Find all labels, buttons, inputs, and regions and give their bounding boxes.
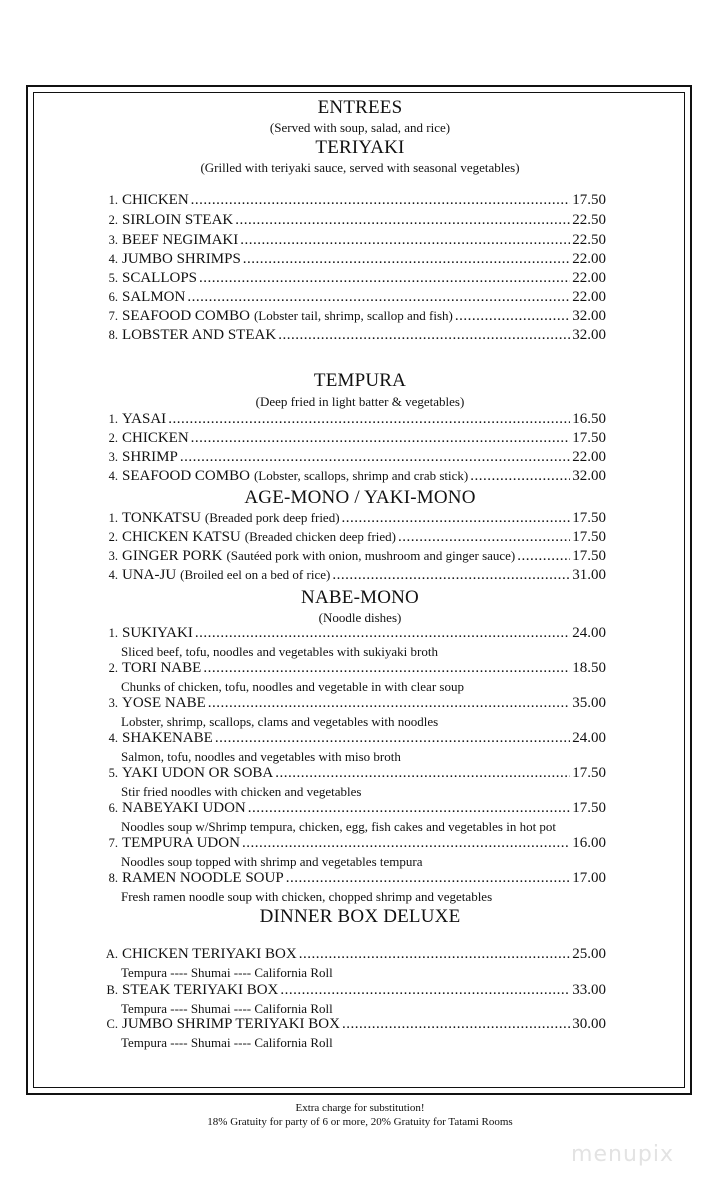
dot-leader [240, 232, 570, 249]
dot-leader [299, 946, 571, 963]
dot-leader [208, 695, 570, 712]
item-number: 1. [108, 193, 118, 207]
item-name: CHICKEN TERIYAKI BOX [122, 946, 297, 962]
item-number: 5. [108, 271, 118, 285]
tempura-heading: TEMPURA [313, 370, 407, 391]
item-number: 4. [108, 731, 118, 745]
item-number: 4. [108, 469, 118, 483]
teriyaki-item-row [100, 192, 606, 209]
item-price: 24.00 [572, 625, 606, 641]
teriyaki-heading: TERIYAKI [315, 137, 405, 158]
item-number: 6. [108, 801, 118, 815]
item-description: (Breaded pork deep fried) [204, 510, 340, 525]
item-name: TONKATSU [122, 510, 201, 526]
item-name: RAMEN NOODLE SOUP [122, 870, 284, 886]
item-name: SHRIMP [122, 449, 178, 465]
item-name: CHICKEN [122, 430, 189, 446]
item-price: 22.50 [572, 232, 606, 248]
item-number: C. [106, 1017, 118, 1031]
item-name: CHICKEN KATSU [122, 529, 241, 545]
nabemono-subtitle: (Noodle dishes) [318, 610, 402, 625]
dot-leader [243, 251, 570, 268]
item-description: (Sautéed pork with onion, mushroom and ginger sauce) [226, 548, 516, 563]
item-price: 17.50 [572, 192, 606, 208]
item-price: 22.00 [572, 270, 606, 286]
item-number: 3. [108, 233, 118, 247]
item-number: 2. [108, 530, 118, 544]
item-note: Lobster, shrimp, scallops, clams and vegetables with noodles [121, 714, 439, 729]
nabemono-item-row [100, 660, 606, 677]
item-price: 17.50 [572, 510, 606, 526]
item-number: 3. [108, 450, 118, 464]
item-number: 4. [108, 252, 118, 266]
item-number: 8. [108, 328, 118, 342]
item-price: 30.00 [572, 1016, 606, 1032]
nabemono-item-row [100, 870, 606, 887]
dot-leader [168, 411, 570, 428]
item-note: Noodles soup topped with shrimp and vegetables tempura [121, 854, 423, 869]
teriyaki-item-row [100, 212, 606, 229]
nabemono-item-row [100, 625, 606, 642]
item-number: 1. [108, 511, 118, 525]
item-number: A. [105, 947, 118, 961]
nabemono-heading: NABE-MONO [301, 587, 419, 608]
item-name: SEAFOOD COMBO [122, 308, 250, 324]
item-number: 8. [108, 871, 118, 885]
dot-leader [342, 1016, 570, 1033]
item-price: 17.50 [572, 529, 606, 545]
item-name: YASAI [122, 411, 167, 427]
item-description: (Lobster, scallops, shrimp and crab stick) [253, 468, 469, 483]
dot-leader [191, 192, 571, 209]
dot-leader [280, 982, 570, 999]
item-name: GINGER PORK [122, 548, 223, 564]
dinnerbox-item-row [100, 982, 606, 999]
item-price: 32.00 [572, 468, 606, 484]
item-price: 18.50 [572, 660, 606, 676]
teriyaki-item-row [100, 270, 606, 287]
tempura-item-row [100, 430, 606, 447]
dinnerbox-item-row [100, 1016, 606, 1033]
dot-leader [332, 567, 570, 584]
item-number: 3. [108, 696, 118, 710]
tempura-subtitle: (Deep fried in light batter & vegetables) [255, 394, 465, 409]
dot-leader [470, 468, 570, 485]
dot-leader [215, 730, 570, 747]
item-price: 22.00 [572, 251, 606, 267]
dot-leader [286, 870, 571, 887]
entrees-subtitle: (Served with soup, salad, and rice) [269, 120, 451, 135]
item-price: 25.00 [572, 946, 606, 962]
item-name: YOSE NABE [122, 695, 206, 711]
item-name: TORI NABE [122, 660, 202, 676]
item-name: SHAKENABE [122, 730, 213, 746]
teriyaki-item-row [100, 232, 606, 249]
item-note: Fresh ramen noodle soup with chicken, chopped shrimp and vegetables [121, 889, 493, 904]
item-price: 17.50 [572, 430, 606, 446]
dot-leader [180, 449, 570, 466]
agemono-item-row [100, 529, 606, 546]
item-name: SEAFOOD COMBO [122, 468, 250, 484]
teriyaki-subtitle: (Grilled with teriyaki sauce, served with seasonal vegetables) [200, 160, 520, 175]
item-number: 5. [108, 766, 118, 780]
item-number: 7. [108, 836, 118, 850]
item-name: SUKIYAKI [122, 625, 193, 641]
item-name: CHICKEN [122, 192, 189, 208]
item-price: 17.00 [572, 870, 606, 886]
item-price: 22.00 [572, 449, 606, 465]
tempura-item-row [100, 449, 606, 466]
agemono-item-row [100, 548, 606, 565]
teriyaki-item-row [100, 251, 606, 268]
item-note: Tempura ---- Shumai ---- California Roll [121, 965, 333, 980]
nabemono-item-row [100, 765, 606, 782]
item-price: 32.00 [572, 327, 606, 343]
dot-leader [455, 308, 570, 325]
dot-leader [248, 800, 571, 817]
item-note: Sliced beef, tofu, noodles and vegetables with sukiyaki broth [121, 644, 438, 659]
item-name: JUMBO SHRIMP TERIYAKI BOX [122, 1016, 340, 1032]
item-name: SALMON [122, 289, 186, 305]
agemono-item-row [100, 510, 606, 527]
item-number: 6. [108, 290, 118, 304]
dot-leader [398, 529, 570, 546]
dot-leader [517, 548, 570, 565]
item-name: JUMBO SHRIMPS [122, 251, 241, 267]
dot-leader [199, 270, 570, 287]
dot-leader [275, 765, 570, 782]
item-note: Tempura ---- Shumai ---- California Roll [121, 1035, 333, 1050]
item-price: 33.00 [572, 982, 606, 998]
footer-gratuity-note: 18% Gratuity for party of 6 or more, 20% Gratuity for Tatami Rooms [207, 1116, 513, 1128]
item-number: 2. [108, 431, 118, 445]
item-number: B. [106, 983, 118, 997]
item-note: Tempura ---- Shumai ---- California Roll [121, 1001, 333, 1016]
dot-leader [342, 510, 571, 527]
nabemono-item-row [100, 695, 606, 712]
item-number: 1. [108, 626, 118, 640]
dot-leader [242, 835, 570, 852]
dot-leader [195, 625, 570, 642]
item-price: 17.50 [572, 800, 606, 816]
dot-leader [278, 327, 570, 344]
item-number: 2. [108, 661, 118, 675]
teriyaki-item-row [100, 289, 606, 306]
item-name: LOBSTER AND STEAK [122, 327, 277, 343]
item-name: NABEYAKI UDON [122, 800, 246, 816]
item-name: UNA-JU [122, 567, 177, 583]
item-number: 2. [108, 213, 118, 227]
tempura-item-row [100, 411, 606, 428]
item-price: 17.50 [572, 765, 606, 781]
item-price: 16.50 [572, 411, 606, 427]
item-note: Noodles soup w/Shrimp tempura, chicken, egg, fish cakes and vegetables in hot pot [121, 819, 557, 834]
nabemono-item-row [100, 835, 606, 852]
tempura-item-row [100, 468, 606, 485]
item-price: 22.50 [572, 212, 606, 228]
item-price: 31.00 [572, 567, 606, 583]
item-price: 17.50 [572, 548, 606, 564]
entrees-heading: ENTREES [317, 97, 403, 118]
item-number: 7. [108, 309, 118, 323]
teriyaki-item-row [100, 308, 606, 325]
nabemono-item-row [100, 800, 606, 817]
dinnerbox-heading: DINNER BOX DELUXE [259, 906, 461, 927]
nabemono-item-row [100, 730, 606, 747]
item-note: Chunks of chicken, tofu, noodles and vegetable in with clear soup [121, 679, 464, 694]
item-number: 3. [108, 549, 118, 563]
item-name: SCALLOPS [122, 270, 198, 286]
dot-leader [203, 660, 570, 677]
menupix-watermark: menupix [571, 1142, 674, 1167]
item-price: 16.00 [572, 835, 606, 851]
item-price: 35.00 [572, 695, 606, 711]
item-number: 4. [108, 568, 118, 582]
footer-substitution-note: Extra charge for substitution! [295, 1102, 425, 1114]
item-note: Stir fried noodles with chicken and vegetables [121, 784, 362, 799]
item-number: 1. [108, 412, 118, 426]
item-price: 24.00 [572, 730, 606, 746]
item-name: SIRLOIN STEAK [122, 212, 234, 228]
item-note: Salmon, tofu, noodles and vegetables with miso broth [121, 749, 401, 764]
teriyaki-item-row [100, 327, 606, 344]
dot-leader [187, 289, 570, 306]
item-name: TEMPURA UDON [122, 835, 240, 851]
dot-leader [235, 212, 570, 229]
agemono-item-row [100, 567, 606, 584]
item-name: BEEF NEGIMAKI [122, 232, 239, 248]
item-price: 22.00 [572, 289, 606, 305]
item-name: STEAK TERIYAKI BOX [122, 982, 279, 998]
item-price: 32.00 [572, 308, 606, 324]
item-description: (Breaded chicken deep fried) [244, 529, 396, 544]
dinnerbox-item-row [100, 946, 606, 963]
agemono-heading: AGE-MONO / YAKI-MONO [244, 487, 476, 508]
item-name: YAKI UDON OR SOBA [122, 765, 274, 781]
item-description: (Broiled eel on a bed of rice) [180, 567, 331, 582]
dot-leader [191, 430, 571, 447]
item-description: (Lobster tail, shrimp, scallop and fish) [253, 308, 453, 323]
